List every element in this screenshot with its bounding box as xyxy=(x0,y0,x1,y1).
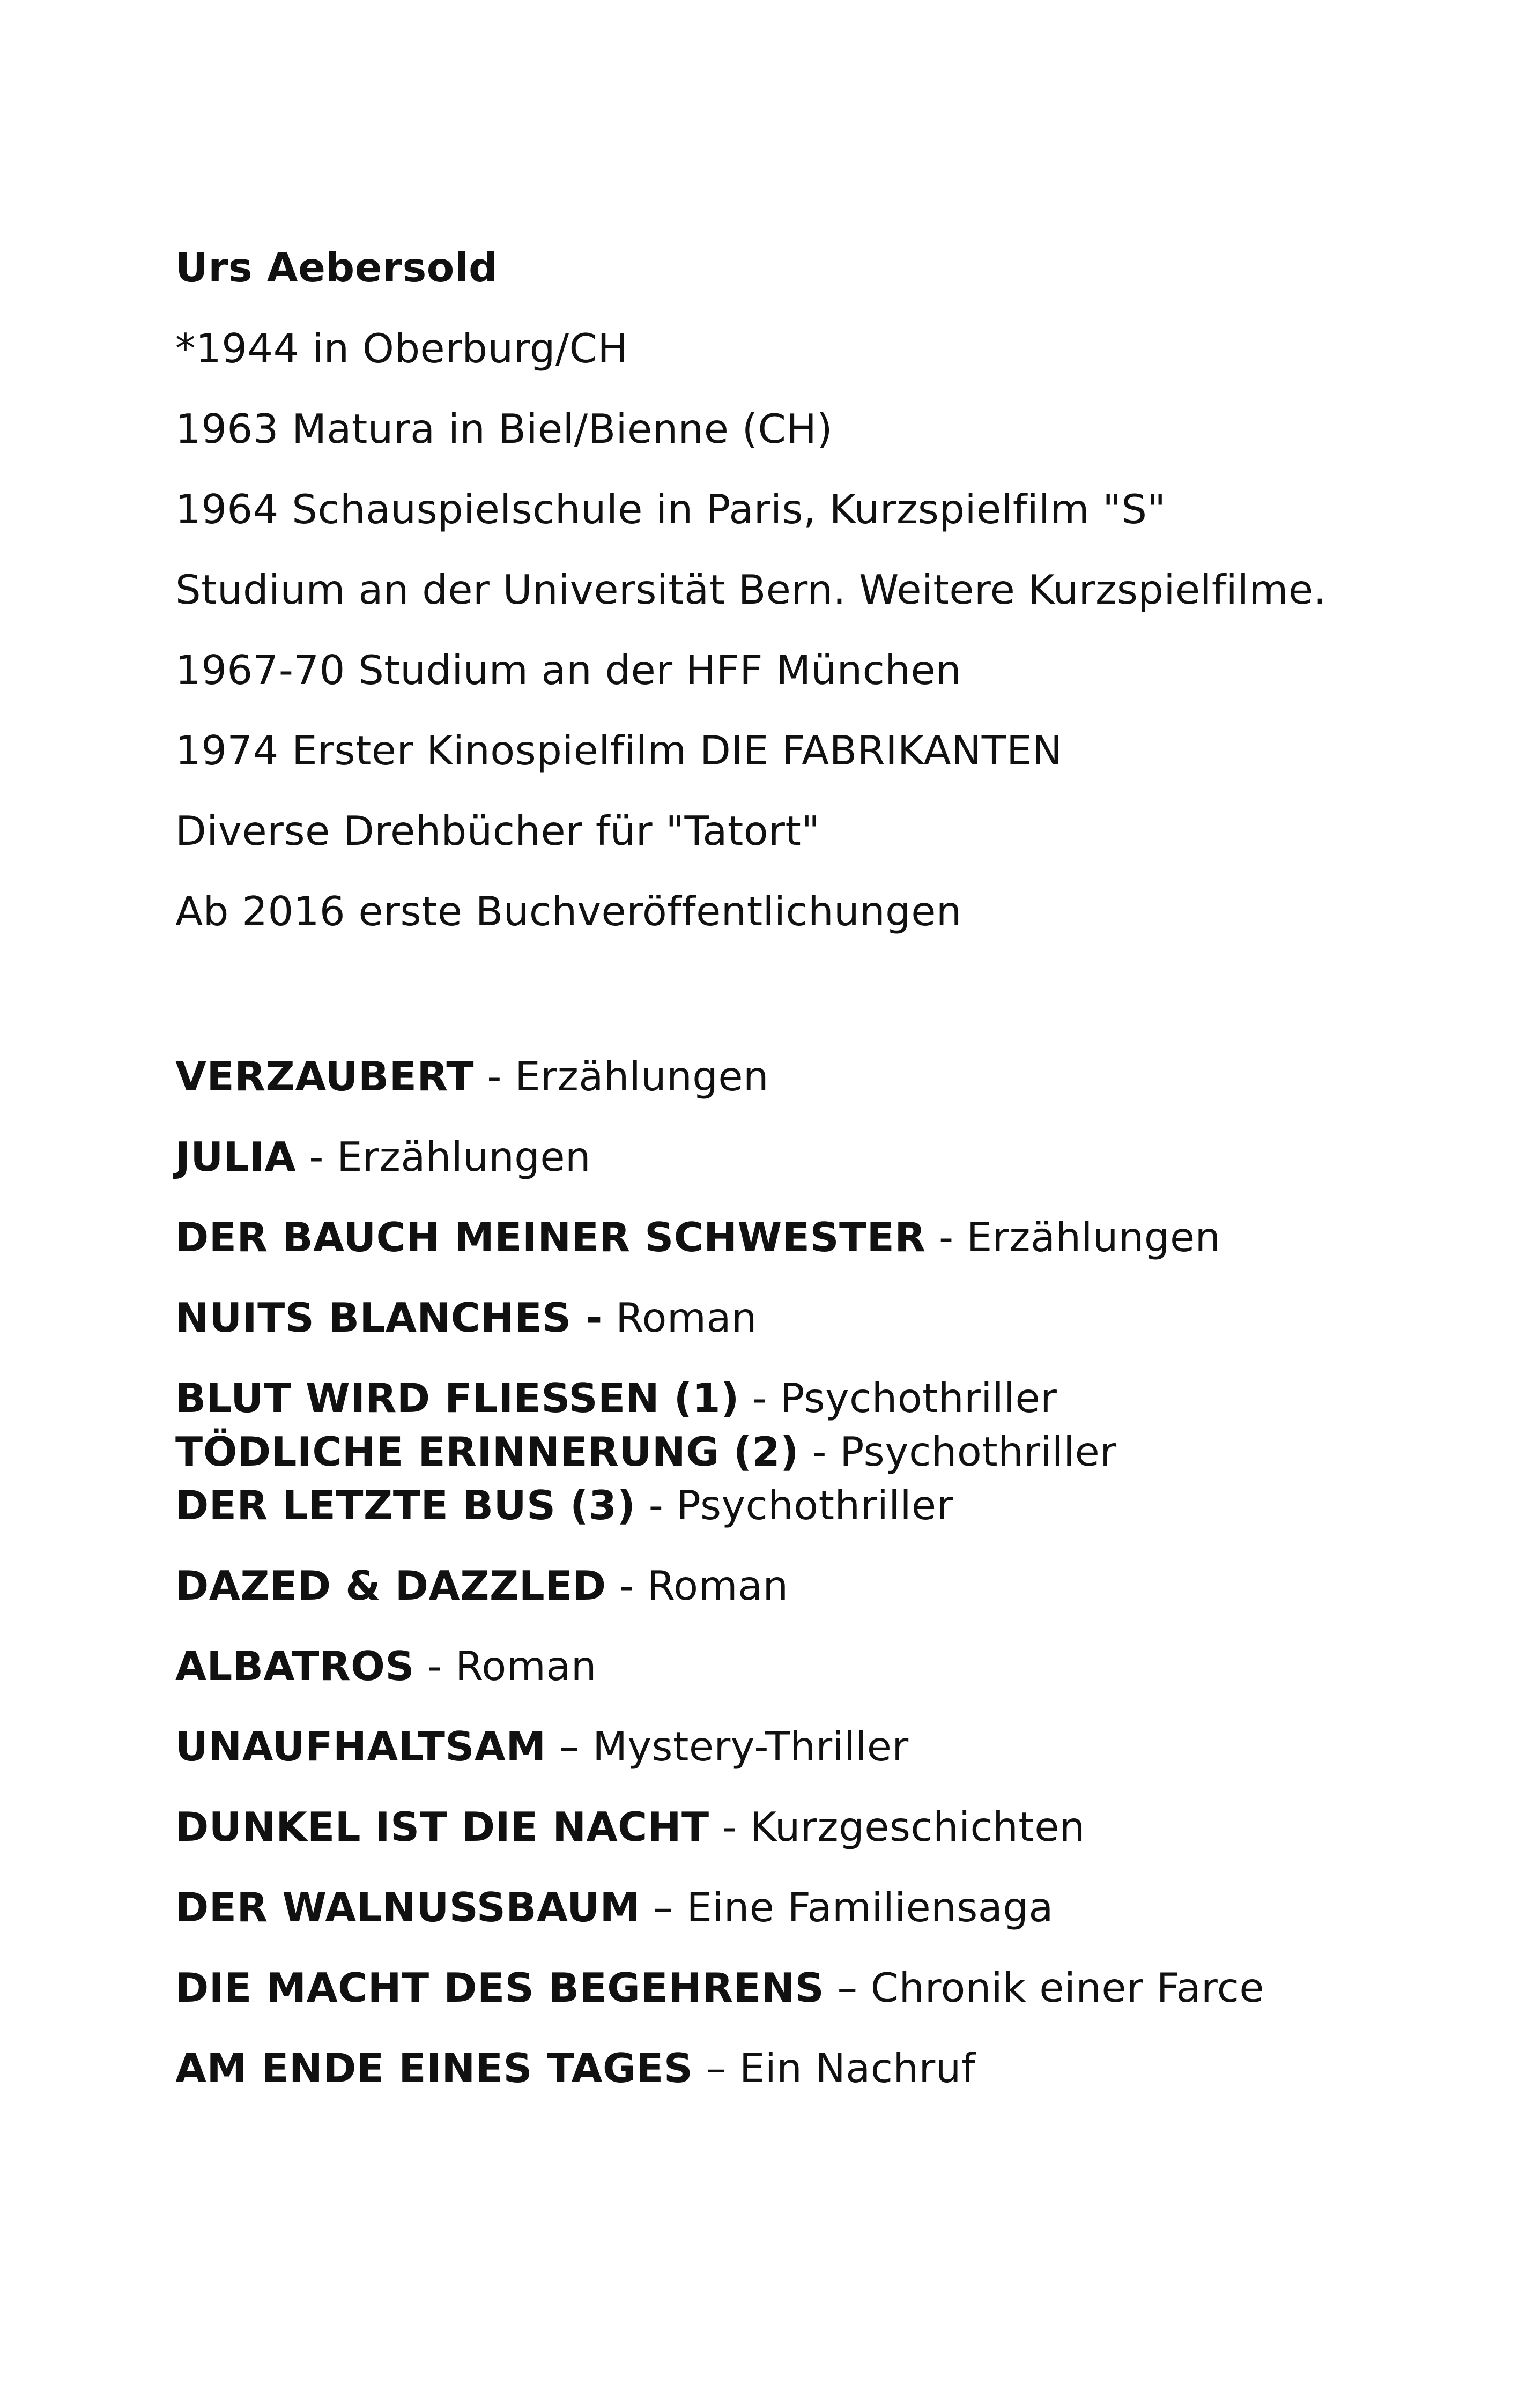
work-title: UNAUFHALTSAM xyxy=(175,1723,546,1770)
work-title: DUNKEL IST DIE NACHT xyxy=(175,1803,709,1850)
work-genre: - Roman xyxy=(606,1562,789,1609)
work-item xyxy=(175,1425,1117,1478)
work-item xyxy=(175,1881,1054,1934)
author-name: Urs Aebersold xyxy=(175,244,498,291)
work-genre: - Psychothriller xyxy=(799,1428,1117,1475)
work-title: DER LETZTE BUS (3) xyxy=(175,1482,636,1529)
work-title: NUITS BLANCHES - xyxy=(175,1294,603,1341)
work-genre: Roman xyxy=(602,1294,757,1341)
work-title: DIE MACHT DES BEGEHRENS xyxy=(175,1964,825,2011)
work-title: DER BAUCH MEINER SCHWESTER xyxy=(175,1214,926,1261)
work-genre: - Erzählungen xyxy=(925,1214,1221,1261)
bio-line-tatort: Diverse Drehbücher für "Tatort" xyxy=(175,807,820,854)
work-genre: – Mystery-Thriller xyxy=(546,1723,909,1770)
work-title: BLUT WIRD FLIESSEN (1) xyxy=(175,1374,739,1422)
work-title: VERZAUBERT xyxy=(175,1053,474,1100)
work-item xyxy=(175,1130,591,1184)
work-title: TÖDLICHE ERINNERUNG (2) xyxy=(175,1428,799,1475)
work-genre: - Kurzgeschichten xyxy=(709,1803,1085,1850)
bio-line-hff: 1967-70 Studium an der HFF München xyxy=(175,646,962,694)
work-item xyxy=(175,1639,597,1693)
work-item xyxy=(175,1559,789,1612)
work-genre: - Erzählungen xyxy=(474,1053,769,1100)
work-genre: - Psychothriller xyxy=(635,1482,953,1529)
work-item xyxy=(175,1210,1221,1264)
bio-line-paris: 1964 Schauspielschule in Paris, Kurzspielfilm "S" xyxy=(175,486,1166,533)
bio-line-bern: Studium an der Universität Bern. Weitere Kurzspielfilme. xyxy=(175,566,1327,613)
bio-line-fabrikanten: 1974 Erster Kinospielfilm DIE FABRIKANTEN xyxy=(175,727,1063,774)
bio-line-birth: *1944 in Oberburg/CH xyxy=(175,325,628,372)
work-item xyxy=(175,1800,1085,1854)
work-item xyxy=(175,1478,953,1532)
work-item xyxy=(175,2041,976,2095)
work-genre: – Eine Familiensaga xyxy=(640,1884,1054,1931)
work-title: DER WALNUSSBAUM xyxy=(175,1884,640,1931)
work-genre: – Ein Nachruf xyxy=(693,2045,976,2092)
work-title: JULIA xyxy=(175,1133,297,1180)
work-item xyxy=(175,1371,1057,1425)
work-title: DAZED & DAZZLED xyxy=(175,1562,606,1609)
work-genre: – Chronik einer Farce xyxy=(824,1964,1265,2011)
bio-line-books: Ab 2016 erste Buchveröffentlichungen xyxy=(175,888,962,935)
bio-line-matura: 1963 Matura in Biel/Bienne (CH) xyxy=(175,405,833,452)
work-item xyxy=(175,1961,1264,2015)
work-item xyxy=(175,1050,769,1103)
work-genre: - Roman xyxy=(414,1643,597,1690)
work-title: ALBATROS xyxy=(175,1643,414,1690)
work-genre: - Psychothriller xyxy=(739,1374,1057,1422)
work-title: AM ENDE EINES TAGES xyxy=(175,2045,693,2092)
work-item xyxy=(175,1720,909,1773)
work-item xyxy=(175,1291,757,1344)
work-genre: - Erzählungen xyxy=(296,1133,591,1180)
